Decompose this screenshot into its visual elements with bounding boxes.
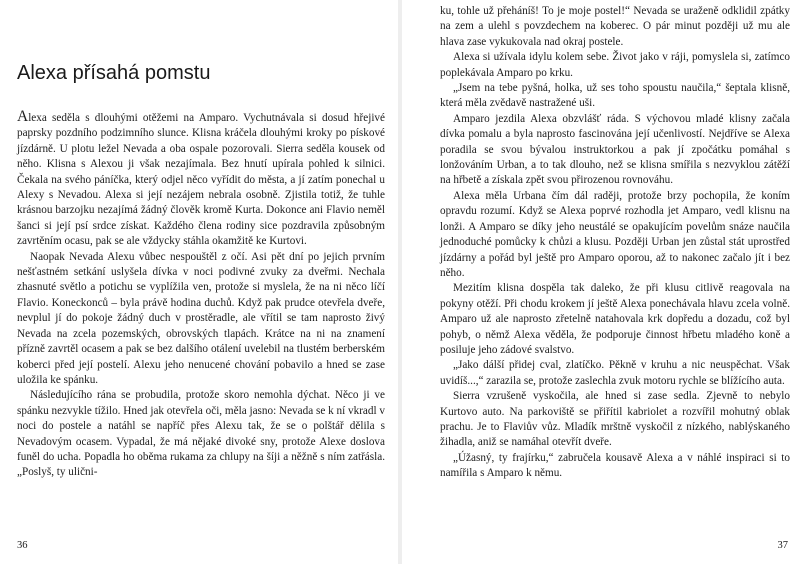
paragraph: „Jako dálší přidej cval, zlatíčko. Pěkně v kruhu a nic neuspěchat. Však uvidíš...,“ zarazila se, protože zaslechla zvuk motoru rychle se blížícího auta.	[440, 359, 790, 387]
chapter-title: Alexa přísahá pomstu	[17, 62, 211, 84]
right-page	[402, 0, 800, 564]
left-page	[0, 0, 398, 564]
page-number-right: 37	[777, 540, 788, 551]
paragraph-continuation: ku, tohle už přeháníš! To je moje postel!“ Nevada se uraženě odklidil zpátky na zem a ulehl s povzdechem na koberec. O pár minut později už mu ale hlava zase vykukovala nad okraj postele.	[440, 5, 790, 48]
paragraph: Alexa si užívala idylu kolem sebe. Život jako v ráji, pomyslela si, zatímco poplekávala Amparo po krku.	[440, 51, 790, 79]
paragraph: Amparo jezdila Alexa obzvlášť ráda. S výchovou mladé klisny začala dívka pomalu a byla naprosto fascinována její učenlivostí. Nejdříve se Alexa poradila se svou bývalou instruktorkou a pak jí zpočátku pomáhal s lonžováním Urban, a to tak dlouho, než se klisna smířila s nezvyklou zátěží na hřbetě a získala zpět svou přirozenou rovnováhu.	[440, 112, 790, 187]
left-page-body	[17, 109, 385, 481]
paragraph: Mezitím klisna dospěla tak daleko, že při klusu citlivě reagovala na pokyny otěží. Při chodu krokem jí ještě Alexa ponechávala hlavu zcela volně. Amparo už ale naprosto zřetelně natahovala krk dopředu a dozadu, což byl pohyb, o němž Alexa věděla, že podporuje činnost hřbetu mladého koně a posiluje jeho zádové svalstvo.	[440, 282, 790, 356]
paragraph: Naopak Nevada Alexu vůbec nespouštěl z očí. Asi pět dní po jejich prvním nešťastném setkání uslyšela dívka v noci podivné zvuky za dveřmi. Nechala zhasnuté světlo a potichu se vyplížila ven, protože si myslela, že na ni něco líčí Flavio. Koneckonců – byla právě hodina duchů. Když pak prudce otevřela dveře, nevplul jí do pokoje žádný duch v prostěradle, ale vřítil se tam naprosto živý Nevada na zcela pozemských, obrovských tlapách. Krátce na ni na znamení přízně zavrtěl ocasem a pak se bez dalšího otálení uvelebil na tlustém berberském koberci před její postelí. Alexu jeho nenucené chování pobavilo a hned se zase uložila ke spánku.	[17, 250, 385, 386]
paragraph: Alexa seděla s dlouhými otěžemi na Amparo. Vychutnávala si dosud hřejivé paprsky pozdního podzimního slunce. Klisna kráčela dlouhými kroky po pískové jízdárně. U plotu ležel Nevada a oba ospale pozorovali. Sierra seděla kousek od něho. Klisna s Alexou ji však nezajímala. Bez hnutí upírala pohled k silnici. Čekala na svého páníčka, který odjel něco vyřídit do města, a jí zatím ponechal u Alexy s Nevadou. Alexa si její nezájem nebrala osobně. Zjistila totiž, že tuhle krásnou barzojku nezajímá žádný člověk kromě Kurta. Dokonce ani Flavio neměl šanci si její psí srdce získat. Každého člena rodiny sice pozdravila způsobným zavrtěním ocasu, pak se ale vždycky stáhla okamžitě ke Kurtovi.	[17, 108, 385, 248]
right-page-body	[440, 4, 790, 482]
paragraph: Následujícího rána se probudila, protože skoro nemohla dýchat. Něco ji ve spánku nezvykle tížilo. Hned jak otevřela oči, měla jasno: Nevada se k ní vkradl v noci do postele a natáhl se napříč přes Alexu tak, že se o polštář dělila s Nevadovým ocasem. Vypadal, že má nějaké divoké sny, protože Alexe doslova funěl do ucha. Popadla ho oběma rukama za chlupy na šíji a něžně s ním zatřásla. „Poslyš, ty ulični-	[17, 389, 385, 479]
paragraph: Sierra vzrušeně vyskočila, ale hned si zase sedla. Zjevně to nebylo Kurtovo auto. Na parkoviště se přiřítil kabriolet a rozvířil mohutný oblak prachu. Je to Flaviův vůz. Mladík mrštně vyskočil z nízkého, nablýskaného žihadla, aniž se namáhal otevřít dveře.	[440, 390, 790, 449]
paragraph: „Jsem na tebe pyšná, holka, už ses toho spoustu naučila,“ šeptala klisně, která měla zvědavě nastražené uši.	[440, 82, 790, 110]
paragraph: „Úžasný, ty frajírku,“ zabručela kousavě Alexa a v náhlé inspiraci si to namířila s Amparo k němu.	[440, 451, 790, 480]
paragraph: Alexa měla Urbana čím dál raději, protože brzy pochopila, že koním opravdu rozumí. Když se Alexa poprvé rozhodla jet Amparo, vedl klisnu na lonži. A Amparo se díky jeho neustálé se opakujícím povelům snáze naučila jednoduché pomůcky k chůzi a klusu. Později Urban jen zůstal stát uprostřed jízdárny a pořád byl ještě pro Amparo oporou, až to nakonec začalo jít i bez něho.	[440, 189, 790, 279]
page-number-left: 36	[17, 540, 28, 551]
